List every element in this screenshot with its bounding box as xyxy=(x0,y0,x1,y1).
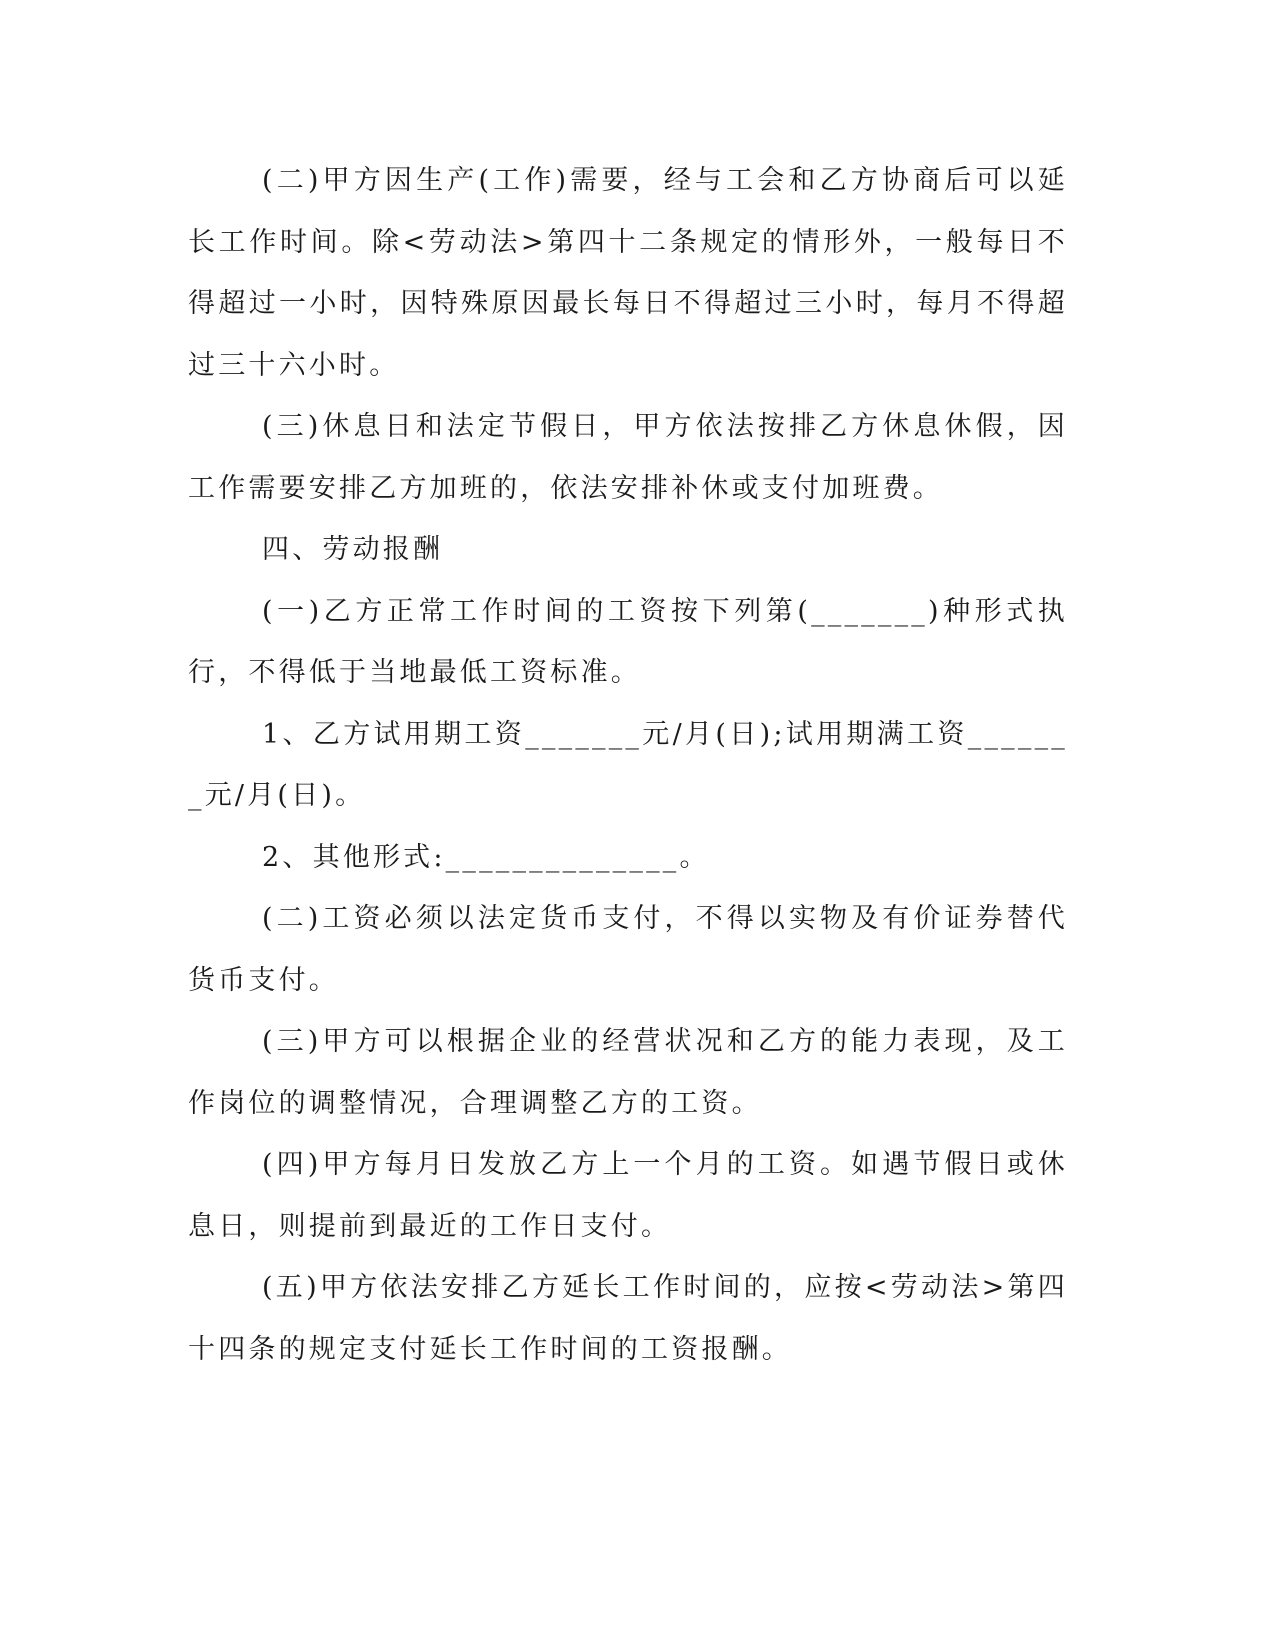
paragraph-payday: (四)甲方每月日发放乙方上一个月的工资。如遇节假日或休息日，则提前到最近的工作日支付。 xyxy=(188,1149,1068,1242)
paragraph-currency-payment: (二)工资必须以法定货币支付，不得以实物及有价证券替代货币支付。 xyxy=(188,903,1068,996)
paragraph-other-form: 2、其他形式:______________。 xyxy=(262,841,710,873)
section-heading-remuneration: 四、劳动报酬 xyxy=(262,534,444,565)
paragraph-wage-form: (一)乙方正常工作时间的工资按下列第(_______)种形式执行，不得低于当地最低工资标准。 xyxy=(188,595,1068,688)
paragraph-probation-wage: 1、乙方试用期工资_______元/月(日);试用期满工资_______元/月(日)。 xyxy=(188,718,1068,811)
paragraph-overtime-pay: (五)甲方依法安排乙方延长工作时间的，应按<劳动法>第四十四条的规定支付延长工作时间的工资报酬。 xyxy=(188,1272,1068,1365)
paragraph-wage-adjustment: (三)甲方可以根据企业的经营状况和乙方的能力表现，及工作岗位的调整情况，合理调整乙方的工资。 xyxy=(188,1026,1068,1119)
paragraph-overtime-extension: (二)甲方因生产(工作)需要，经与工会和乙方协商后可以延长工作时间。除<劳动法>第四十二条规定的情形外，一般每日不得超过一小时，因特殊原因最长每日不得超过三小时，每月不得超过三十六小时。 xyxy=(188,165,1068,381)
paragraph-rest-days: (三)休息日和法定节假日，甲方依法按排乙方休息休假，因工作需要安排乙方加班的，依法安排补休或支付加班费。 xyxy=(188,411,1068,504)
document-body xyxy=(188,150,1068,1380)
